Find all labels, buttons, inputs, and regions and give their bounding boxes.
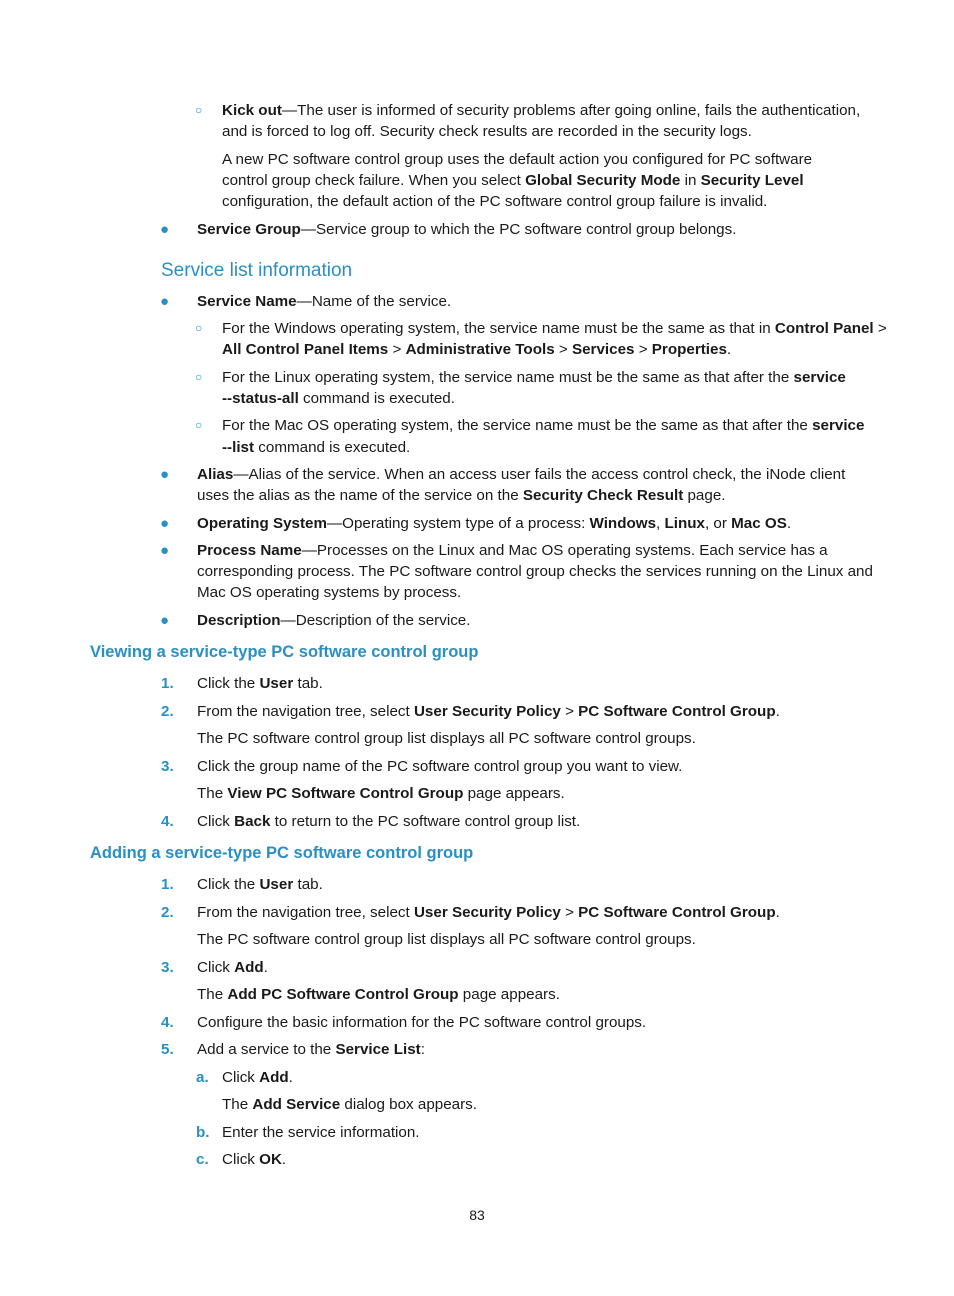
substep-letter: a. [196,1069,209,1086]
page-number: 83 [469,1207,485,1223]
mac-line-1: For the Mac OS operating system, the service name must be the same as that after the service [222,417,865,434]
view-step-4: Click Back to return to the PC software control group list. [197,813,581,830]
process-line-1: Process Name—Processes on the Linux and Mac OS operating systems. Each service has a [197,542,828,559]
step-number: 3. [161,758,174,775]
add-step-3: Click Add. [197,959,268,976]
service-list-heading: Service list information [161,260,353,281]
step-number: 1. [161,876,174,893]
step-number: 3. [161,959,174,976]
bullet-icon: ● [160,542,170,559]
add-step-5: Add a service to the Service List: [197,1041,425,1058]
bullet-icon: ● [160,466,170,483]
bullet-icon: ● [160,515,170,532]
substep-letter: c. [196,1151,209,1168]
process-line-2: corresponding process. The PC software control group checks the services running on the Linux and [197,563,873,580]
windows-line-2: All Control Panel Items > Administrative Tools > Services > Properties. [222,341,732,358]
add-step-4: Configure the basic information for the PC software control groups. [197,1014,647,1031]
add-substep-c: Click OK. [222,1151,287,1168]
add-step-3-note: The Add PC Software Control Group page appears. [197,986,560,1003]
step-number: 1. [161,675,174,692]
description-item: Description—Description of the service. [197,612,471,629]
linux-line-2: --status-all command is executed. [222,390,455,407]
view-step-2-note: The PC software control group list displays all PC software control groups. [197,730,696,747]
alias-line-2: uses the alias as the name of the service on the Security Check Result page. [197,487,726,504]
add-step-2-note: The PC software control group list displays all PC software control groups. [197,931,696,948]
os-item: Operating System—Operating system type of a process: Windows, Linux, or Mac OS. [197,515,792,532]
step-number: 2. [161,703,174,720]
add-substep-b: Enter the service information. [222,1124,420,1141]
process-line-3: Mac OS operating systems by process. [197,584,462,601]
substep-letter: b. [196,1124,210,1141]
circle-bullet-icon: ○ [195,370,203,384]
viewing-heading: Viewing a service-type PC software control group [90,643,479,661]
add-substep-a: Click Add. [222,1069,293,1086]
step-number: 4. [161,813,174,830]
windows-line-1: For the Windows operating system, the service name must be the same as that in Control Panel > [222,320,887,337]
view-step-1: Click the User tab. [197,675,323,692]
circle-bullet-icon: ○ [195,103,203,117]
linux-line-1: For the Linux operating system, the service name must be the same as that after the service [222,369,846,386]
bullet-icon: ● [160,221,170,238]
note-line-2: control group check failure. When you select Global Security Mode in Security Level [222,172,804,189]
view-step-3: Click the group name of the PC software control group you want to view. [197,758,683,775]
add-step-1: Click the User tab. [197,876,323,893]
adding-heading: Adding a service-type PC software control group [90,844,474,862]
view-step-3-note: The View PC Software Control Group page appears. [197,785,565,802]
circle-bullet-icon: ○ [195,418,203,432]
mac-line-2: --list command is executed. [222,439,411,456]
service-name-item: Service Name—Name of the service. [197,293,452,310]
note-line-1: A new PC software control group uses the default action you configured for PC software [222,151,813,168]
step-number: 4. [161,1014,174,1031]
add-step-2: From the navigation tree, select User Security Policy > PC Software Control Group. [197,904,780,921]
service-group-item: Service Group—Service group to which the PC software control group belongs. [197,221,737,238]
kickout-line-1: Kick out—The user is informed of security problems after going online, fails the authentication, [222,102,861,119]
kickout-line-2: and is forced to log off. Security check results are recorded in the security logs. [222,123,752,140]
step-number: 2. [161,904,174,921]
add-substep-a-note: The Add Service dialog box appears. [222,1096,477,1113]
alias-line-1: Alias—Alias of the service. When an access user fails the access control check, the iNode client [197,466,846,483]
step-number: 5. [161,1041,174,1058]
circle-bullet-icon: ○ [195,321,203,335]
view-step-2: From the navigation tree, select User Security Policy > PC Software Control Group. [197,703,780,720]
note-line-3: configuration, the default action of the PC software control group failure is invalid. [222,193,768,210]
bullet-icon: ● [160,293,170,310]
bullet-icon: ● [160,612,170,629]
